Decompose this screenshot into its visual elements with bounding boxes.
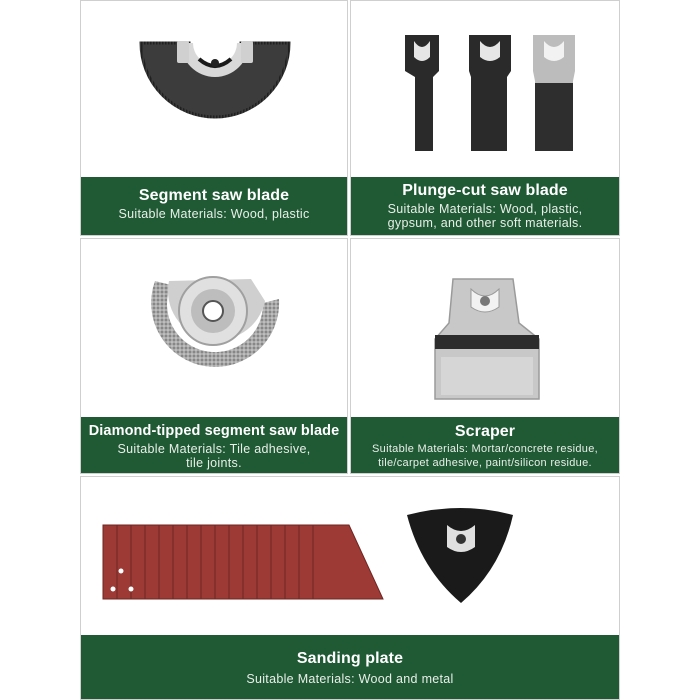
tile-subtitle-line: Suitable Materials: Tile adhesive, [117, 442, 311, 456]
tile-subtitle-line: Suitable Materials: Wood and metal [246, 672, 454, 686]
tile-title: Scraper [454, 423, 516, 440]
tile-title: Plunge-cut saw blade [402, 182, 568, 199]
tile-band [81, 177, 347, 235]
sandpaper-sheet [313, 525, 383, 599]
sandpaper-hole [119, 569, 124, 574]
sanding-plate-icon [81, 477, 620, 635]
plunge-cut-blades-icon [351, 1, 620, 179]
tile-title: Segment saw blade [138, 187, 290, 204]
tile-segment-saw-blade [80, 0, 348, 236]
segment-saw-blade-image [81, 1, 347, 179]
tile-subtitle-line: tile/carpet adhesive, paint/silicon residue. [378, 457, 592, 469]
tile-scraper [350, 238, 620, 474]
sanding-plate-image [81, 477, 619, 635]
tile-subtitle-line: gypsum, and other soft materials. [387, 216, 583, 230]
tile-diamond-segment-saw-blade [80, 238, 348, 474]
tile-title: Diamond-tipped segment saw blade [88, 423, 340, 439]
tile-title: Sanding plate [296, 650, 404, 667]
diamond-segment-blade-image [81, 239, 347, 419]
segment-saw-blade-icon [81, 1, 348, 179]
scraper-icon [351, 239, 620, 419]
sandpaper-hole [129, 587, 134, 592]
tile-sanding-plate [80, 476, 620, 700]
plunge-cut-blades-image [351, 1, 619, 179]
sandpaper-hole [111, 587, 116, 592]
tile-band [351, 417, 619, 473]
diamond-segment-blade-icon [81, 239, 348, 419]
tile-band [81, 635, 619, 699]
tile-subtitle-line: tile joints. [186, 456, 242, 470]
scraper-image [351, 239, 619, 419]
tile-subtitle-line: Suitable Materials: Wood, plastic, [387, 202, 583, 216]
tile-plunge-cut-saw-blade [350, 0, 620, 236]
tile-band [81, 417, 347, 473]
tile-subtitle-line: Suitable Materials: Mortar/concrete residue, [372, 443, 598, 455]
tile-band [351, 177, 619, 235]
tile-subtitle-line: Suitable Materials: Wood, plastic [118, 207, 310, 221]
